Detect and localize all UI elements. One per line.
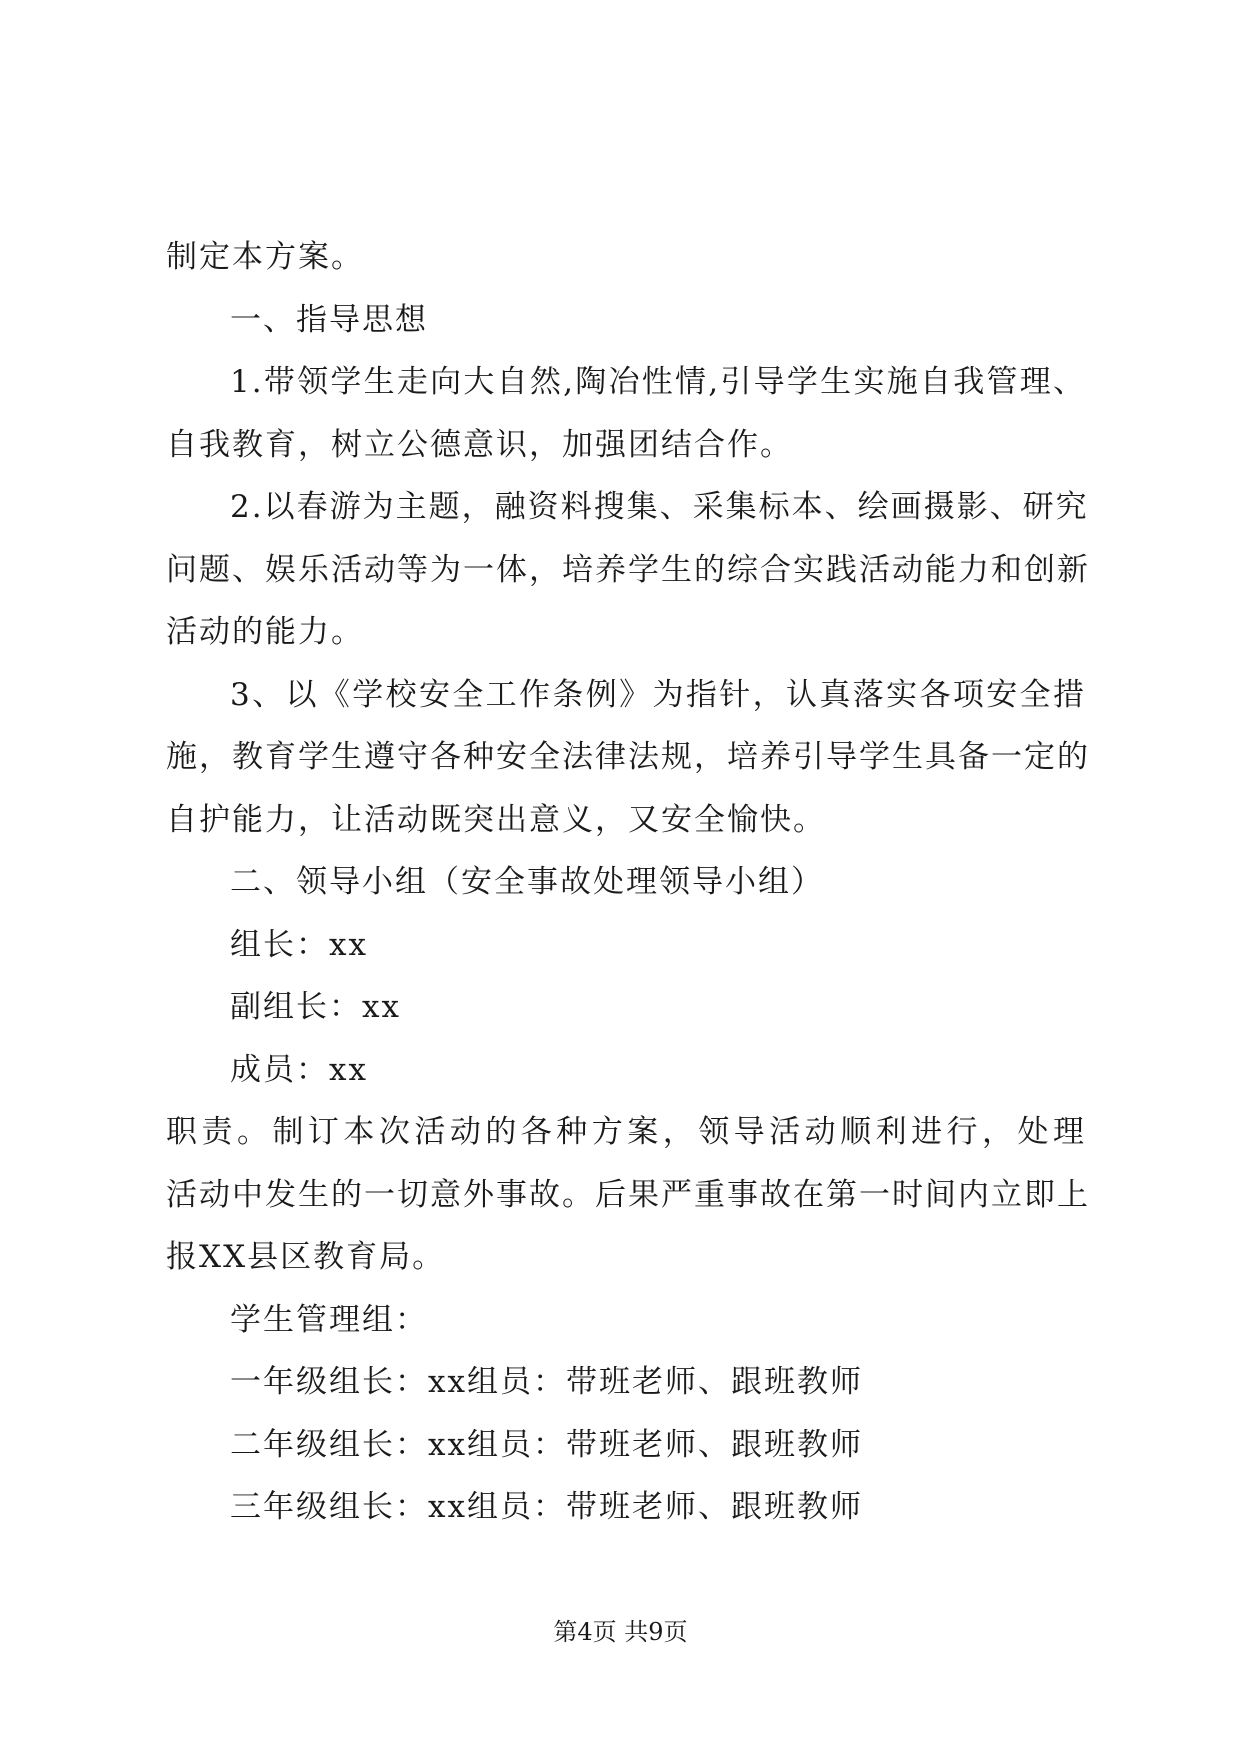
- page-number-footer: 第4页 共9页: [553, 1618, 688, 1646]
- section-heading: 一、指导思想: [230, 301, 428, 338]
- paragraph-line: 自我教育，树立公德意识，加强团结合作。: [166, 426, 793, 463]
- paragraph-line: 自护能力，让活动既突出意义，又安全愉快。: [166, 801, 826, 838]
- paragraph-line: 制定本方案。: [166, 239, 364, 275]
- paragraph-line: 三年级组长：xx组员：带班老师、跟班教师: [230, 1489, 863, 1525]
- paragraph-line: 活动的能力。: [166, 614, 364, 650]
- paragraph-line: 施，教育学生遵守各种安全法律法规，培养引导学生具备一定的: [166, 739, 1090, 775]
- paragraph-line: 2.以春游为主题，融资料搜集、采集标本、绘画摄影、研究: [230, 489, 1089, 525]
- paragraph-line: 3、以《学校安全工作条例》为指针，认真落实各项安全措: [230, 676, 1086, 713]
- paragraph-line: 二年级组长：xx组员：带班老师、跟班教师: [230, 1426, 863, 1463]
- paragraph-line: 学生管理组：: [230, 1301, 428, 1338]
- paragraph-line: 报XX县区教育局。: [166, 1239, 446, 1275]
- paragraph-line: 成员：xx: [230, 1051, 368, 1088]
- paragraph-line: 活动中发生的一切意外事故。后果严重事故在第一时间内立即上: [166, 1176, 1090, 1213]
- paragraph-line: 副组长：xx: [230, 989, 401, 1025]
- document-body: [166, 226, 1090, 1539]
- paragraph-line: 一年级组长：xx组员：带班老师、跟班教师: [230, 1364, 863, 1400]
- paragraph-line: 组长：xx: [230, 926, 368, 963]
- paragraph-line: 1.带领学生走向大自然,陶冶性情,引导学生实施自我管理、: [230, 364, 1086, 400]
- section-heading: 二、领导小组（安全事故处理领导小组）: [230, 864, 824, 900]
- paragraph-line: 问题、娱乐活动等为一体，培养学生的综合实践活动能力和创新: [166, 551, 1090, 588]
- paragraph-line: 职责。制订本次活动的各种方案，领导活动顺利进行，处理: [166, 1114, 1086, 1150]
